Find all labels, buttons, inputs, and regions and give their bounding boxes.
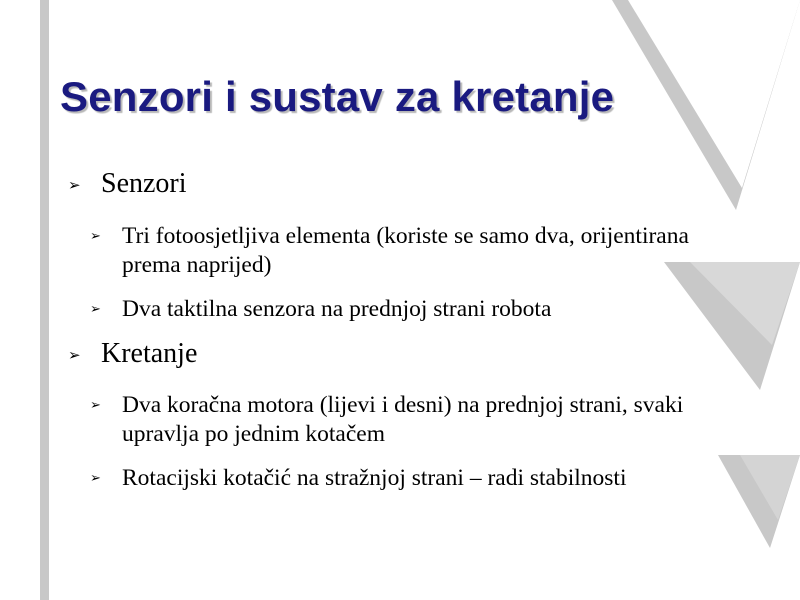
sub-bullet-text: Dva taktilna senzora na prednjoj strani robota bbox=[122, 296, 552, 322]
sub-bullet-kotacic bbox=[90, 464, 750, 493]
slide-title: Senzori i sustav za kretanje bbox=[60, 73, 615, 120]
arrow-bullet-icon: ➢ bbox=[90, 229, 101, 244]
arrow-bullet-icon: ➢ bbox=[68, 176, 81, 194]
sub-bullet-text: Rotacijski kotačić na stražnjoj strani – radi stabilnosti bbox=[122, 465, 627, 491]
arrow-bullet-icon: ➢ bbox=[90, 398, 101, 413]
bullet-label: Kretanje bbox=[101, 338, 198, 369]
arrow-bullet-icon: ➢ bbox=[68, 346, 81, 364]
sub-bullet-motori bbox=[90, 391, 750, 448]
arrow-bullet-icon: ➢ bbox=[90, 302, 101, 317]
sub-bullet-text: Tri fotoosjetljiva elementa (koriste se samo dva, orijentirana prema naprijed) bbox=[122, 223, 689, 278]
sub-bullet-fotoosjetljiva bbox=[90, 222, 750, 279]
bullet-senzori bbox=[68, 167, 718, 201]
sub-bullet-taktilna bbox=[90, 295, 750, 324]
arrow-bullet-icon: ➢ bbox=[90, 471, 101, 486]
bullet-kretanje bbox=[68, 337, 718, 371]
bullet-label: Senzori bbox=[101, 168, 187, 199]
sub-bullet-text: Dva koračna motora (lijevi i desni) na prednjoj strani, svaki upravlja po jednim kotačem bbox=[122, 392, 684, 447]
